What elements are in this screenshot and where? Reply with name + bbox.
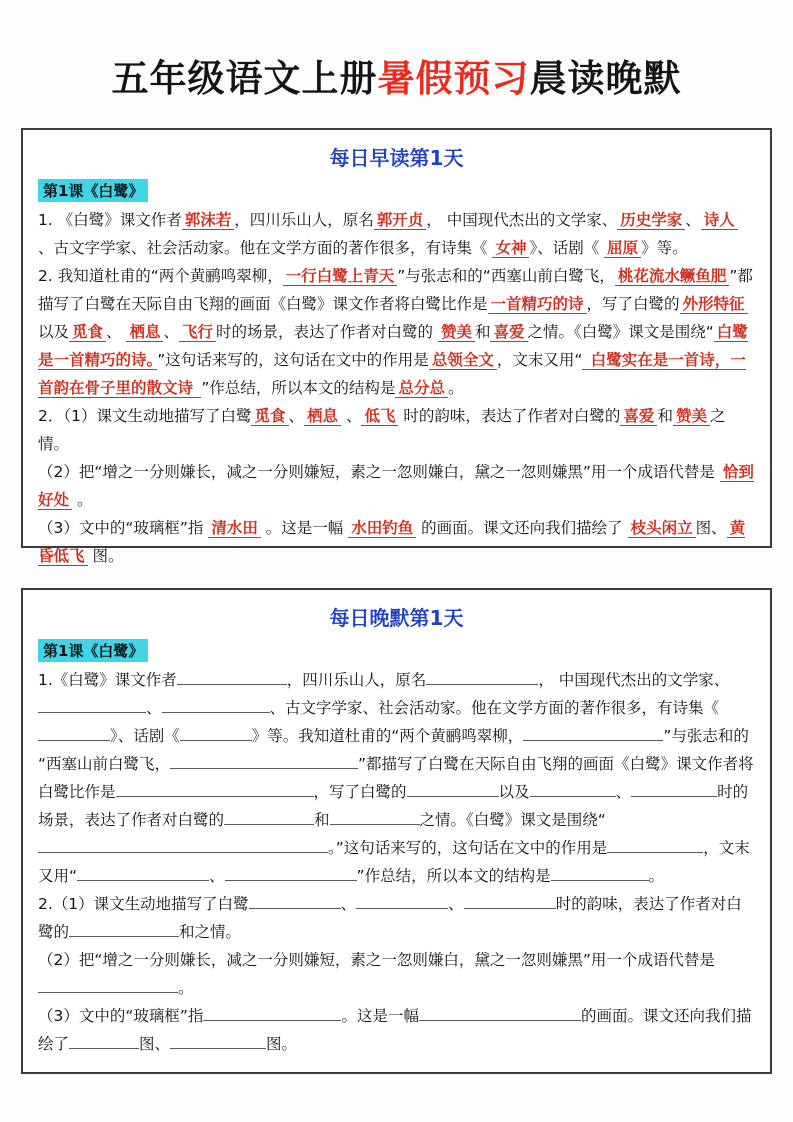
title-segment: 暑假预习 [377, 57, 530, 100]
body-text: 》等。 [641, 239, 688, 257]
paragraph [38, 890, 755, 946]
body-text: 、 [341, 407, 362, 425]
body-text: 以及 [38, 323, 70, 341]
answer-blank [419, 1006, 581, 1022]
body-text: 和 [314, 811, 330, 829]
answer-blank [356, 894, 448, 910]
body-text: （3）文中的“玻璃框”指 [38, 519, 209, 537]
body-text: 2．（1）课文生动地描写了白鹭 [38, 407, 252, 425]
lesson-label: 第1课《白鹭》 [38, 179, 148, 202]
title-segment: 晨读晚默 [529, 57, 682, 100]
answer-text: 屈原 [604, 239, 641, 258]
answer-text: 喜爱 [620, 407, 657, 426]
body-text: ，四川乐山人，原名 [286, 671, 427, 689]
body-text: ”这句话来写的，这句话在文中的作用是 [157, 351, 429, 369]
body-text: 之情。《白鹭》课文是围绕“ [419, 811, 606, 829]
paragraph [38, 946, 755, 1002]
body-text: 、 [448, 895, 464, 913]
paragraphs-container [38, 666, 755, 1058]
answer-blank [177, 670, 287, 686]
paragraph [38, 1002, 755, 1058]
answer-blank [426, 670, 538, 686]
answer-text: 栖息 [126, 323, 163, 342]
body-text: ”与张志和的“西塞山前白鹭飞， [38, 727, 749, 773]
body-text: 。 [447, 379, 464, 397]
answer-blank [607, 838, 703, 854]
title-segment: 五年级语文上册 [111, 57, 378, 100]
answer-text: 低飞 [361, 407, 398, 426]
answer-text: 水田钓鱼 [348, 519, 416, 538]
answer-blank [116, 782, 314, 798]
answer-text: 一行白鹭上青天 [283, 267, 398, 286]
section-heading: 每日晚默第1天 [329, 606, 464, 630]
body-text: 。 [178, 979, 194, 997]
body-text: 2.（1）课文生动地描写了白鹭 [38, 895, 249, 913]
body-text: 以及 [498, 783, 530, 801]
answer-blank [631, 782, 717, 798]
answer-text: 赞美 [673, 407, 710, 426]
body-text: 。这是一幅 [341, 1007, 419, 1025]
lesson-line [38, 639, 755, 662]
body-text: 图、 [139, 1035, 171, 1053]
answer-blank [249, 894, 341, 910]
body-text: ，文末又用“ [38, 839, 750, 885]
answer-blank [180, 726, 252, 742]
body-text: 之情。 [38, 407, 726, 453]
body-text: ，文末又用“ [496, 351, 583, 369]
body-text: ”与张志和的“西塞山前白鹭飞， [397, 267, 615, 285]
section-evening-recitation [21, 588, 772, 1074]
answer-blank [330, 810, 420, 826]
answer-text: 喜爱 [490, 323, 527, 342]
answer-blank [523, 726, 663, 742]
body-text: 1.《白鹭》课文作者 [38, 671, 177, 689]
body-text: 和 [474, 323, 491, 341]
body-text: 、 [163, 323, 179, 341]
answer-text: 清水田 [208, 519, 261, 538]
body-text: 、 [685, 211, 701, 229]
body-text: 1. 《白鹭》课文作者 [38, 211, 182, 229]
answer-text: 总分总 [395, 379, 448, 398]
body-text: 时的韵味，表达了作者对白鹭的 [398, 407, 621, 425]
answer-blank [170, 754, 358, 770]
answer-blank [170, 1034, 266, 1050]
answer-text: 桃花流水鳜鱼肥 [615, 267, 730, 286]
body-text: 图、 [695, 519, 727, 537]
body-text: 、古文字学家、社会活动家。他在文学方面的著作很多，有诗集《 [269, 699, 720, 717]
paragraph [38, 262, 755, 402]
answer-blank [38, 838, 328, 854]
section-morning-reading [21, 128, 772, 565]
body-text: 时的场景，表达了作者对白鹭的 [216, 323, 438, 341]
answer-text: 觅食 [251, 407, 288, 426]
answer-text: 女神 [492, 239, 529, 258]
body-text: 时的场景，表达了作者对白鹭的 [38, 783, 749, 829]
answer-text: 赞美 [438, 323, 475, 342]
paragraph [38, 666, 755, 890]
body-text: 之情。《白鹭》课文是围绕“ [527, 323, 714, 341]
answer-text: 一首精巧的诗 [488, 295, 587, 314]
paragraph [38, 402, 755, 458]
body-text: 。这是一幅 [260, 519, 349, 537]
body-text: 的画面。课文还向我们描绘了 [416, 519, 628, 537]
body-text: ， 中国现代杰出的文学家、 [538, 671, 730, 689]
answer-text: 诗人 [701, 211, 738, 230]
body-text: 和 [179, 923, 195, 941]
answer-blank [38, 726, 110, 742]
body-text: 和 [657, 407, 673, 425]
answer-blank [224, 810, 314, 826]
section-heading: 每日早读第1天 [329, 146, 464, 170]
body-text: 、 [106, 323, 127, 341]
answer-text: 枝头闲立 [628, 519, 696, 538]
body-text: 。 [72, 491, 93, 509]
answer-text: 外形特征 [680, 295, 748, 314]
lesson-line [38, 179, 755, 202]
body-text: ，写了白鹭的 [586, 295, 680, 313]
lesson-label: 第1课《白鹭》 [38, 639, 148, 662]
answer-text: 总领全文 [429, 351, 497, 370]
body-text: 、古文字学家、社会活动家。他在文学方面的著作很多，有诗集《 [38, 239, 493, 257]
body-text: 、 [615, 783, 632, 801]
answer-blank [38, 978, 178, 994]
answer-blank [162, 698, 270, 714]
body-text: 的画面。课文还向我们描绘了 [38, 1007, 752, 1053]
body-text: 、 [340, 895, 357, 913]
answer-text: 黄昏低飞 [38, 519, 746, 565]
answer-text: 飞行 [179, 323, 216, 342]
body-text: 2. 我知道杜甫的“两个黄鹂鸣翠柳， [38, 267, 283, 285]
answer-blank [69, 1034, 139, 1050]
body-text: 。”这句话来写的，这句话在文中的作用是 [328, 839, 608, 857]
body-text: 时的韵味，表达了作者对白鹭的 [38, 895, 742, 941]
answer-blank [551, 866, 649, 882]
body-text: ”都描写了白鹭在天际自由飞翔的画面《白鹭》课文作者将白鹭比作是 [38, 755, 754, 801]
answer-blank [225, 866, 357, 882]
body-text: 》等。我知道杜甫的“两个黄鹂鸣翠柳， [251, 727, 524, 745]
body-text: 图。 [87, 547, 124, 565]
body-text: 》、话剧《 [110, 727, 180, 745]
answer-blank [464, 894, 556, 910]
body-text: （2）把“增之一分则嫌长，减之一分则嫌短，素之一忽则嫌白，黛之一忽则嫌黑”用一个成语代替是 [38, 951, 715, 969]
answer-text: 恰到好处 [38, 463, 754, 509]
answer-blank [530, 782, 616, 798]
answer-blank [77, 866, 209, 882]
body-text: （3）文中的“玻璃框”指 [38, 1007, 204, 1025]
body-text: ，写了白鹭的 [313, 783, 407, 801]
body-text: 之情。 [194, 923, 242, 941]
paragraph [38, 514, 755, 570]
paragraph [38, 206, 755, 262]
answer-text: 觅食 [69, 323, 106, 342]
body-text: ”作总结，所以本文的结构是 [356, 867, 551, 885]
body-text: （2）把“增之一分则嫌长，减之一分则嫌短，素之一忽则嫌白，黛之一忽则嫌黑”用一个成语代替是 [38, 463, 720, 481]
answer-blank [203, 1006, 341, 1022]
paragraph [38, 458, 755, 514]
paragraphs-container [38, 206, 755, 570]
page-title [21, 0, 772, 102]
answer-text: 郭沫若 [182, 211, 235, 230]
body-text: 图。 [266, 1035, 298, 1053]
body-text: 、 [209, 867, 225, 885]
answer-blank [69, 922, 179, 938]
answer-text: 郭开贞 [374, 211, 427, 230]
body-text: 》、话剧《 [529, 239, 605, 257]
body-text: ， 中国现代杰出的文学家、 [426, 211, 618, 229]
body-text: ”作总结，所以本文的结构是 [201, 379, 396, 397]
answer-text: 白鹭是一首精巧的诗。 [38, 323, 748, 369]
answer-text: 历史学家 [617, 211, 685, 230]
body-text: ，四川乐山人，原名 [234, 211, 374, 229]
answer-blank [38, 698, 146, 714]
body-text: 、 [288, 407, 305, 425]
body-text: ”都描写了白鹭在天际自由飞翔的画面《白鹭》课文作者将白鹭比作是 [38, 267, 753, 313]
body-text: 。 [648, 867, 665, 885]
answer-text: 白鹭实在是一首诗，一首韵在骨子里的散文诗 [38, 351, 746, 397]
answer-text: 栖息 [304, 407, 341, 426]
body-text: 、 [146, 699, 162, 717]
answer-blank [407, 782, 499, 798]
